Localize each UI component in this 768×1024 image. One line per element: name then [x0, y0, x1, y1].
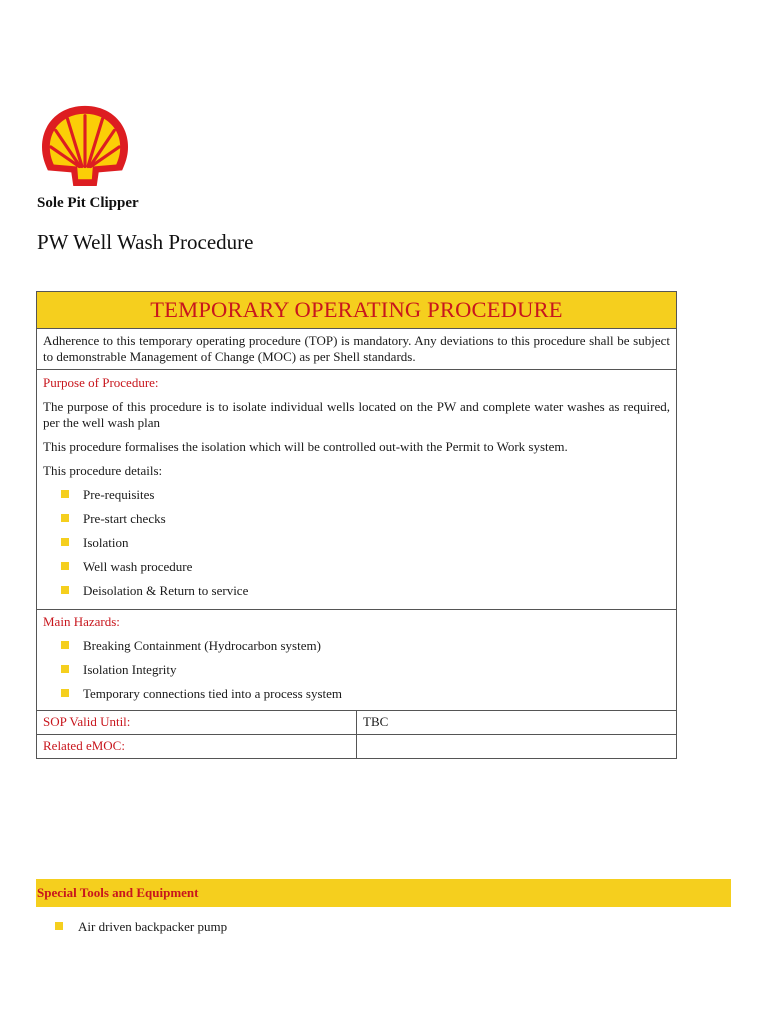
purpose-text-2: This procedure formalises the isolation which will be controlled out-with the Permit to Work system.	[43, 439, 568, 454]
list-item	[61, 559, 670, 575]
list-item-text: Isolation	[83, 535, 129, 550]
list-item	[61, 638, 670, 654]
purpose-cell	[37, 370, 677, 610]
bullet-square-icon	[61, 562, 69, 570]
hazards-list	[43, 638, 670, 702]
shell-logo-icon	[36, 102, 134, 188]
company-name: Sole Pit Clipper	[37, 195, 139, 211]
top-heading: TEMPORARY OPERATING PROCEDURE	[37, 292, 677, 329]
list-item	[61, 511, 670, 527]
bullet-square-icon	[55, 922, 63, 930]
list-item-text: Deisolation & Return to service	[83, 583, 249, 598]
list-item-text: Pre-start checks	[83, 511, 166, 526]
list-item	[61, 487, 670, 503]
bullet-square-icon	[61, 490, 69, 498]
details-list	[43, 487, 670, 599]
bullet-square-icon	[61, 641, 69, 649]
list-item-text: Pre-requisites	[83, 487, 155, 502]
list-item	[61, 686, 670, 702]
list-item	[61, 535, 670, 551]
hazards-label: Main Hazards:	[43, 614, 120, 629]
list-item	[61, 662, 670, 678]
bullet-square-icon	[61, 514, 69, 522]
sop-valid-value: TBC	[357, 711, 677, 735]
bullet-square-icon	[61, 538, 69, 546]
bullet-square-icon	[61, 689, 69, 697]
list-item	[61, 583, 670, 599]
list-item-text: Well wash procedure	[83, 559, 193, 574]
purpose-label: Purpose of Procedure:	[43, 375, 159, 390]
related-emoc-value	[357, 735, 677, 759]
list-item-text: Breaking Containment (Hydrocarbon system)	[83, 638, 321, 653]
top-table	[36, 291, 677, 759]
list-item-text: Isolation Integrity	[83, 662, 177, 677]
special-tools-heading: Special Tools and Equipment	[36, 879, 731, 907]
bullet-square-icon	[61, 665, 69, 673]
purpose-text-1: The purpose of this procedure is to isolate individual wells located on the PW and complete water washes as required, per the well wash plan	[43, 399, 670, 430]
details-intro: This procedure details:	[43, 463, 163, 478]
list-item-text: Air driven backpacker pump	[78, 919, 228, 934]
hazards-cell	[37, 610, 677, 711]
list-item	[55, 919, 227, 935]
adherence-text: Adherence to this temporary operating procedure (TOP) is mandatory. Any deviations to this procedure shall be subject to demonstrable Management of Change (MOC) as per Shell standards.	[37, 329, 677, 370]
page-title: PW Well Wash Procedure	[37, 230, 254, 254]
related-emoc-label: Related eMOC:	[37, 735, 357, 759]
bullet-square-icon	[61, 586, 69, 594]
list-item-text: Temporary connections tied into a process system	[83, 686, 343, 701]
sop-valid-label: SOP Valid Until:	[37, 711, 357, 735]
